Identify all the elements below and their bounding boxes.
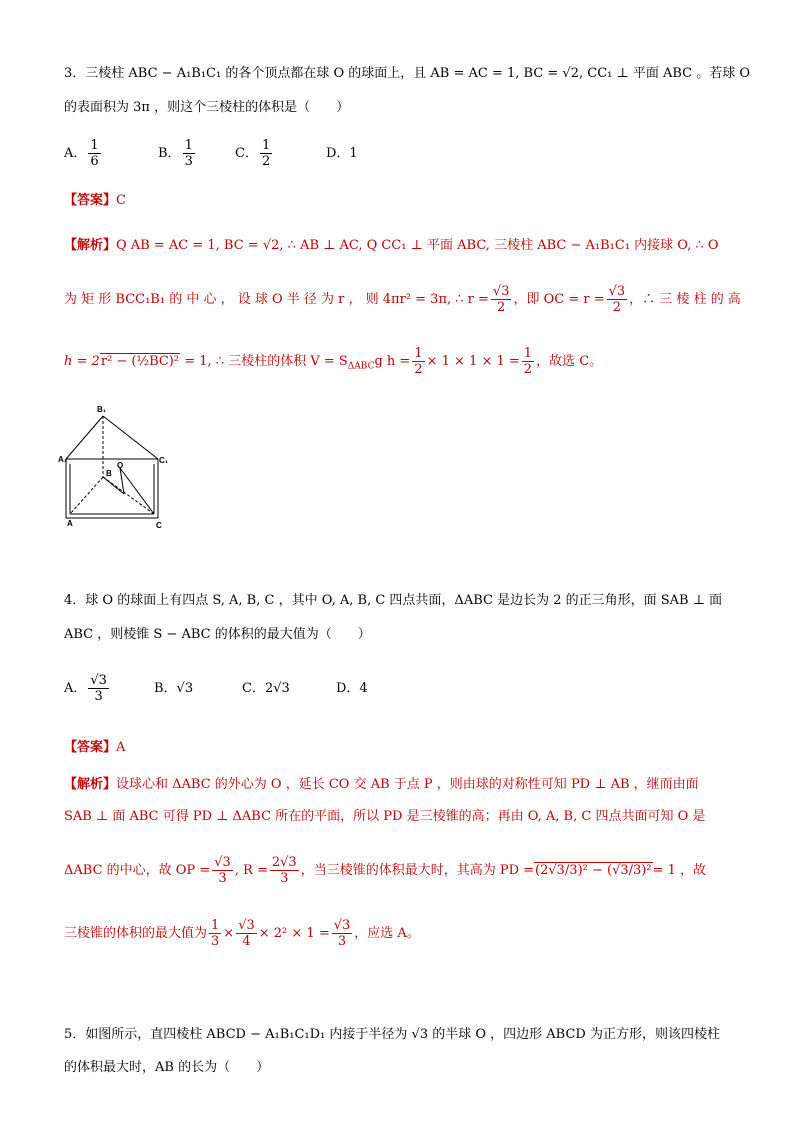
q4-option-a-label: A． xyxy=(64,681,87,696)
q4-stem-line1: 4．球 O 的球面上有四点 S, A, B, C ，其中 O, A, B, C 四点共面，ΔABC 是边长为 2 的正三角形，面 SAB ⊥ 面 xyxy=(64,593,723,608)
q4-option-d: D．4 xyxy=(336,681,368,696)
q3-analysis-text3e: ，故选 C。 xyxy=(536,354,603,369)
q4-option-a xyxy=(64,669,111,709)
q4-answer-value: A xyxy=(116,740,126,755)
q4-pd-radical: (2√3/3)² − (√3/3)² xyxy=(535,863,652,878)
q3-answer xyxy=(64,191,126,211)
q4-op-fraction: $\frac{√3}{3}$ xyxy=(214,855,231,886)
q3-height-radical: r² − (½BC)² xyxy=(100,354,180,369)
q4-analysis-text3a: ΔABC 的中心，故 OP = xyxy=(64,863,211,878)
q3-option-c xyxy=(235,134,274,174)
q4-stem-line2: ABC ，则棱锥 S − ABC 的体积的最大值为（ ） xyxy=(64,627,371,642)
q3-option-b-fraction: $\frac{1}{3}$ xyxy=(184,138,193,169)
label-c: C xyxy=(156,521,162,530)
q3-prism-figure xyxy=(58,402,178,532)
label-b: B xyxy=(106,469,112,478)
q4-analysis-text4c: × 2² × 1 = xyxy=(258,926,330,941)
q3-oc-fraction: $\frac{√3}{2}$ xyxy=(608,284,626,315)
q4-r-fraction: $\frac{2√3}{3}$ xyxy=(271,855,297,886)
q4-option-c: C．2√3 xyxy=(242,681,290,696)
q3-analysis-line2 xyxy=(64,280,741,320)
q3-analysis-text3c: g h = xyxy=(374,354,411,369)
q4-analysis-line2: SAB ⊥ 面 ABC 可得 PD ⊥ ΔABC 所在的平面，所以 PD 是三棱锥的高；再由 O, A, B, C 四点共面可知 O 是 xyxy=(64,809,706,824)
q3-option-c-label: C． xyxy=(235,146,258,161)
q4-analysis-text4d: ，应选 A。 xyxy=(354,926,420,941)
q4-option-b: B．√3 xyxy=(154,681,194,696)
q3-answer-value: C xyxy=(116,193,126,208)
q4-answer-tag: 【答案】 xyxy=(64,740,117,755)
q3-analysis-text1: Q AB = AC = 1, BC = √2, ∴ AB ⊥ AC, Q CC₁ ⊥ 平面 ABC, 三棱柱 ABC − A₁B₁C₁ 内接球 O, ∴ O xyxy=(116,238,719,253)
q4-result-fraction: $\frac{√3}{3}$ xyxy=(333,918,351,949)
q3-analysis-line3 xyxy=(64,342,602,387)
q4-analysis-text3d: = 1 ，故 xyxy=(652,863,707,878)
q5-stem-line2: 的体积最大时，AB 的长为（ ） xyxy=(64,1060,270,1075)
q3-option-a xyxy=(64,134,103,174)
q3-area-subscript: ΔABC xyxy=(347,361,375,372)
q4-analysis-text1: 设球心和 ΔABC 的外心为 O ，延长 CO 交 AB 于点 P ，则由球的对称性可知 PD ⊥ AB ，继而由面 xyxy=(116,777,699,792)
label-o: O xyxy=(117,461,124,470)
q4-analysis-text3b: , R = xyxy=(234,863,268,878)
q4-analysis-line1 xyxy=(64,775,699,795)
label-a: A xyxy=(67,519,73,528)
q4-answer xyxy=(64,738,125,758)
q4-area-fraction: $\frac{√3}{4}$ xyxy=(238,918,255,949)
q4-analysis-text4a: 三棱锥的体积的最大值为 xyxy=(64,926,208,941)
label-a1: A₁ xyxy=(58,455,68,464)
q3-analysis-text2a: 为 矩 形 BCC₁B₁ 的 中 心 ， 设 球 O 半 径 为 r ， 则 4πr² = 3π, ∴ r = xyxy=(64,292,489,307)
q3-option-a-label: A． xyxy=(64,146,87,161)
q3-analysis-text2b: ，即 OC = r = xyxy=(513,292,605,307)
q3-option-b xyxy=(158,134,197,174)
q3-analysis-tag: 【解析】 xyxy=(64,238,117,253)
q4-analysis-line3 xyxy=(64,851,706,891)
q5-stem-line1: 5．如图所示，直四棱柱 ABCD − A₁B₁C₁D₁ 内接于半径为 √3 的半球 O ，四边形 ABCD 为正方形，则该四棱柱 xyxy=(64,1027,720,1042)
q3-option-c-fraction: $\frac{1}{2}$ xyxy=(261,138,271,169)
q3-option-a-fraction: $\frac{1}{6}$ xyxy=(90,138,99,169)
q3-analysis-line1 xyxy=(64,236,719,256)
q4-analysis-text4b: × xyxy=(223,926,235,941)
q3-stem-line1: 3．三棱柱 ABC − A₁B₁C₁ 的各个顶点都在球 O 的球面上，且 AB = AC = 1, BC = √2, CC₁ ⊥ 平面 ABC 。若球 O xyxy=(64,66,751,81)
q4-analysis-line4 xyxy=(64,914,420,954)
q3-option-b-label: B． xyxy=(158,146,181,161)
q4-third-fraction: $\frac{1}{3}$ xyxy=(211,918,220,949)
q3-analysis-text3d: × 1 × 1 × 1 = xyxy=(426,354,520,369)
label-b1: B₁ xyxy=(97,405,107,414)
q3-stem-line2: 的表面积为 3π ，则这个三棱柱的体积是（ ） xyxy=(64,100,350,115)
q3-half-fraction-2: $\frac{1}{2}$ xyxy=(523,346,533,377)
q4-option-a-fraction: $\frac{√3}{3}$ xyxy=(90,673,107,704)
q3-analysis-text3b: = 1, ∴ 三棱柱的体积 V = S xyxy=(184,354,348,369)
q3-analysis-text2c: ，∴ 三 棱 柱 的 高 xyxy=(629,292,741,307)
q3-answer-tag: 【答案】 xyxy=(64,193,117,208)
label-c1: C₁ xyxy=(159,456,169,465)
q4-analysis-text3c: ，当三棱锥的体积最大时，其高为 PD = xyxy=(300,863,535,878)
q3-height-formula: h = 2 xyxy=(64,354,100,369)
q3-r-fraction: $\frac{√3}{2}$ xyxy=(492,284,510,315)
q3-option-d: D．1 xyxy=(326,146,358,161)
q4-analysis-tag: 【解析】 xyxy=(64,777,117,792)
q3-half-fraction-1: $\frac{1}{2}$ xyxy=(414,346,423,377)
